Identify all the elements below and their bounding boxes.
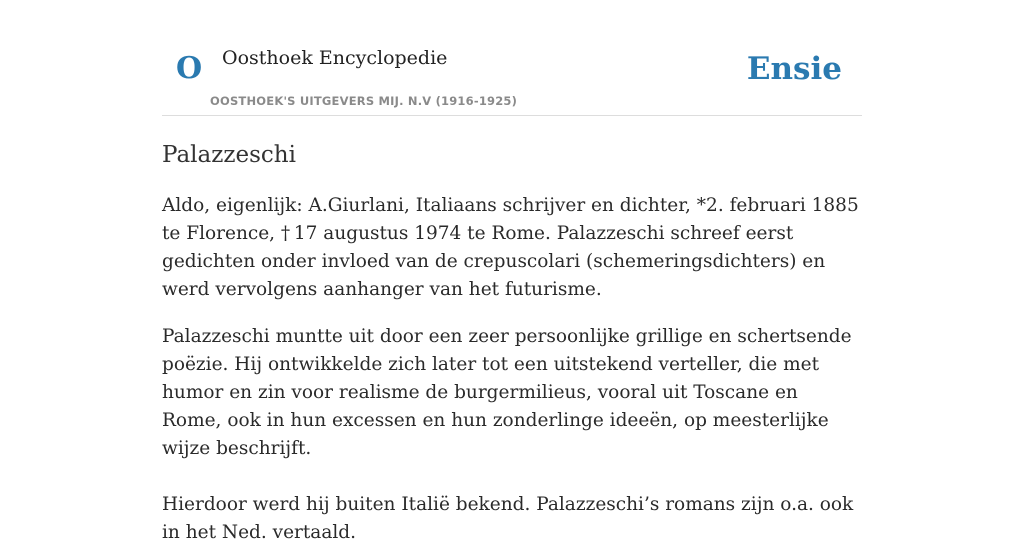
ensie-brand-logo[interactable]: Ensie — [746, 51, 842, 87]
article-paragraph: Aldo, eigenlijk: A.Giurlani, Italiaans schrijver en dichter, *2. februari 1885 te Florence, † 17 augustus 1974 te Rome. Palazzeschi schreef eerst gedichten onder invloed van de crepuscolari (schemeringsdichters) en werd vervolgens aanhanger van het futurisme. — [162, 195, 859, 300]
encyclopedia-logo-icon[interactable]: O — [176, 51, 203, 86]
publisher-label: OOSTHOEK'S UITGEVERS MIJ. N.V (1916-1925) — [210, 94, 518, 108]
page-title: Palazzeschi — [162, 142, 296, 168]
page — [162, 0, 862, 547]
book-title-link[interactable]: Oosthoek Encyclopedie — [222, 47, 448, 69]
article-paragraph: Hierdoor werd hij buiten Italië bekend. Palazzeschi’s romans zijn o.a. ook in het Ned. vertaald. — [162, 494, 854, 543]
header — [162, 44, 862, 116]
article-paragraph: Palazzeschi muntte uit door een zeer persoonlijke grillige en schertsende poëzie. Hij ontwikkelde zich later tot een uitstekend verteller, die met humor en zin voor realisme de burgermilieus, vooral uit Toscane en Rome, ook in hun excessen en hun zonderlinge ideeën, op meesterlijke wijze beschrijft. — [162, 326, 852, 459]
